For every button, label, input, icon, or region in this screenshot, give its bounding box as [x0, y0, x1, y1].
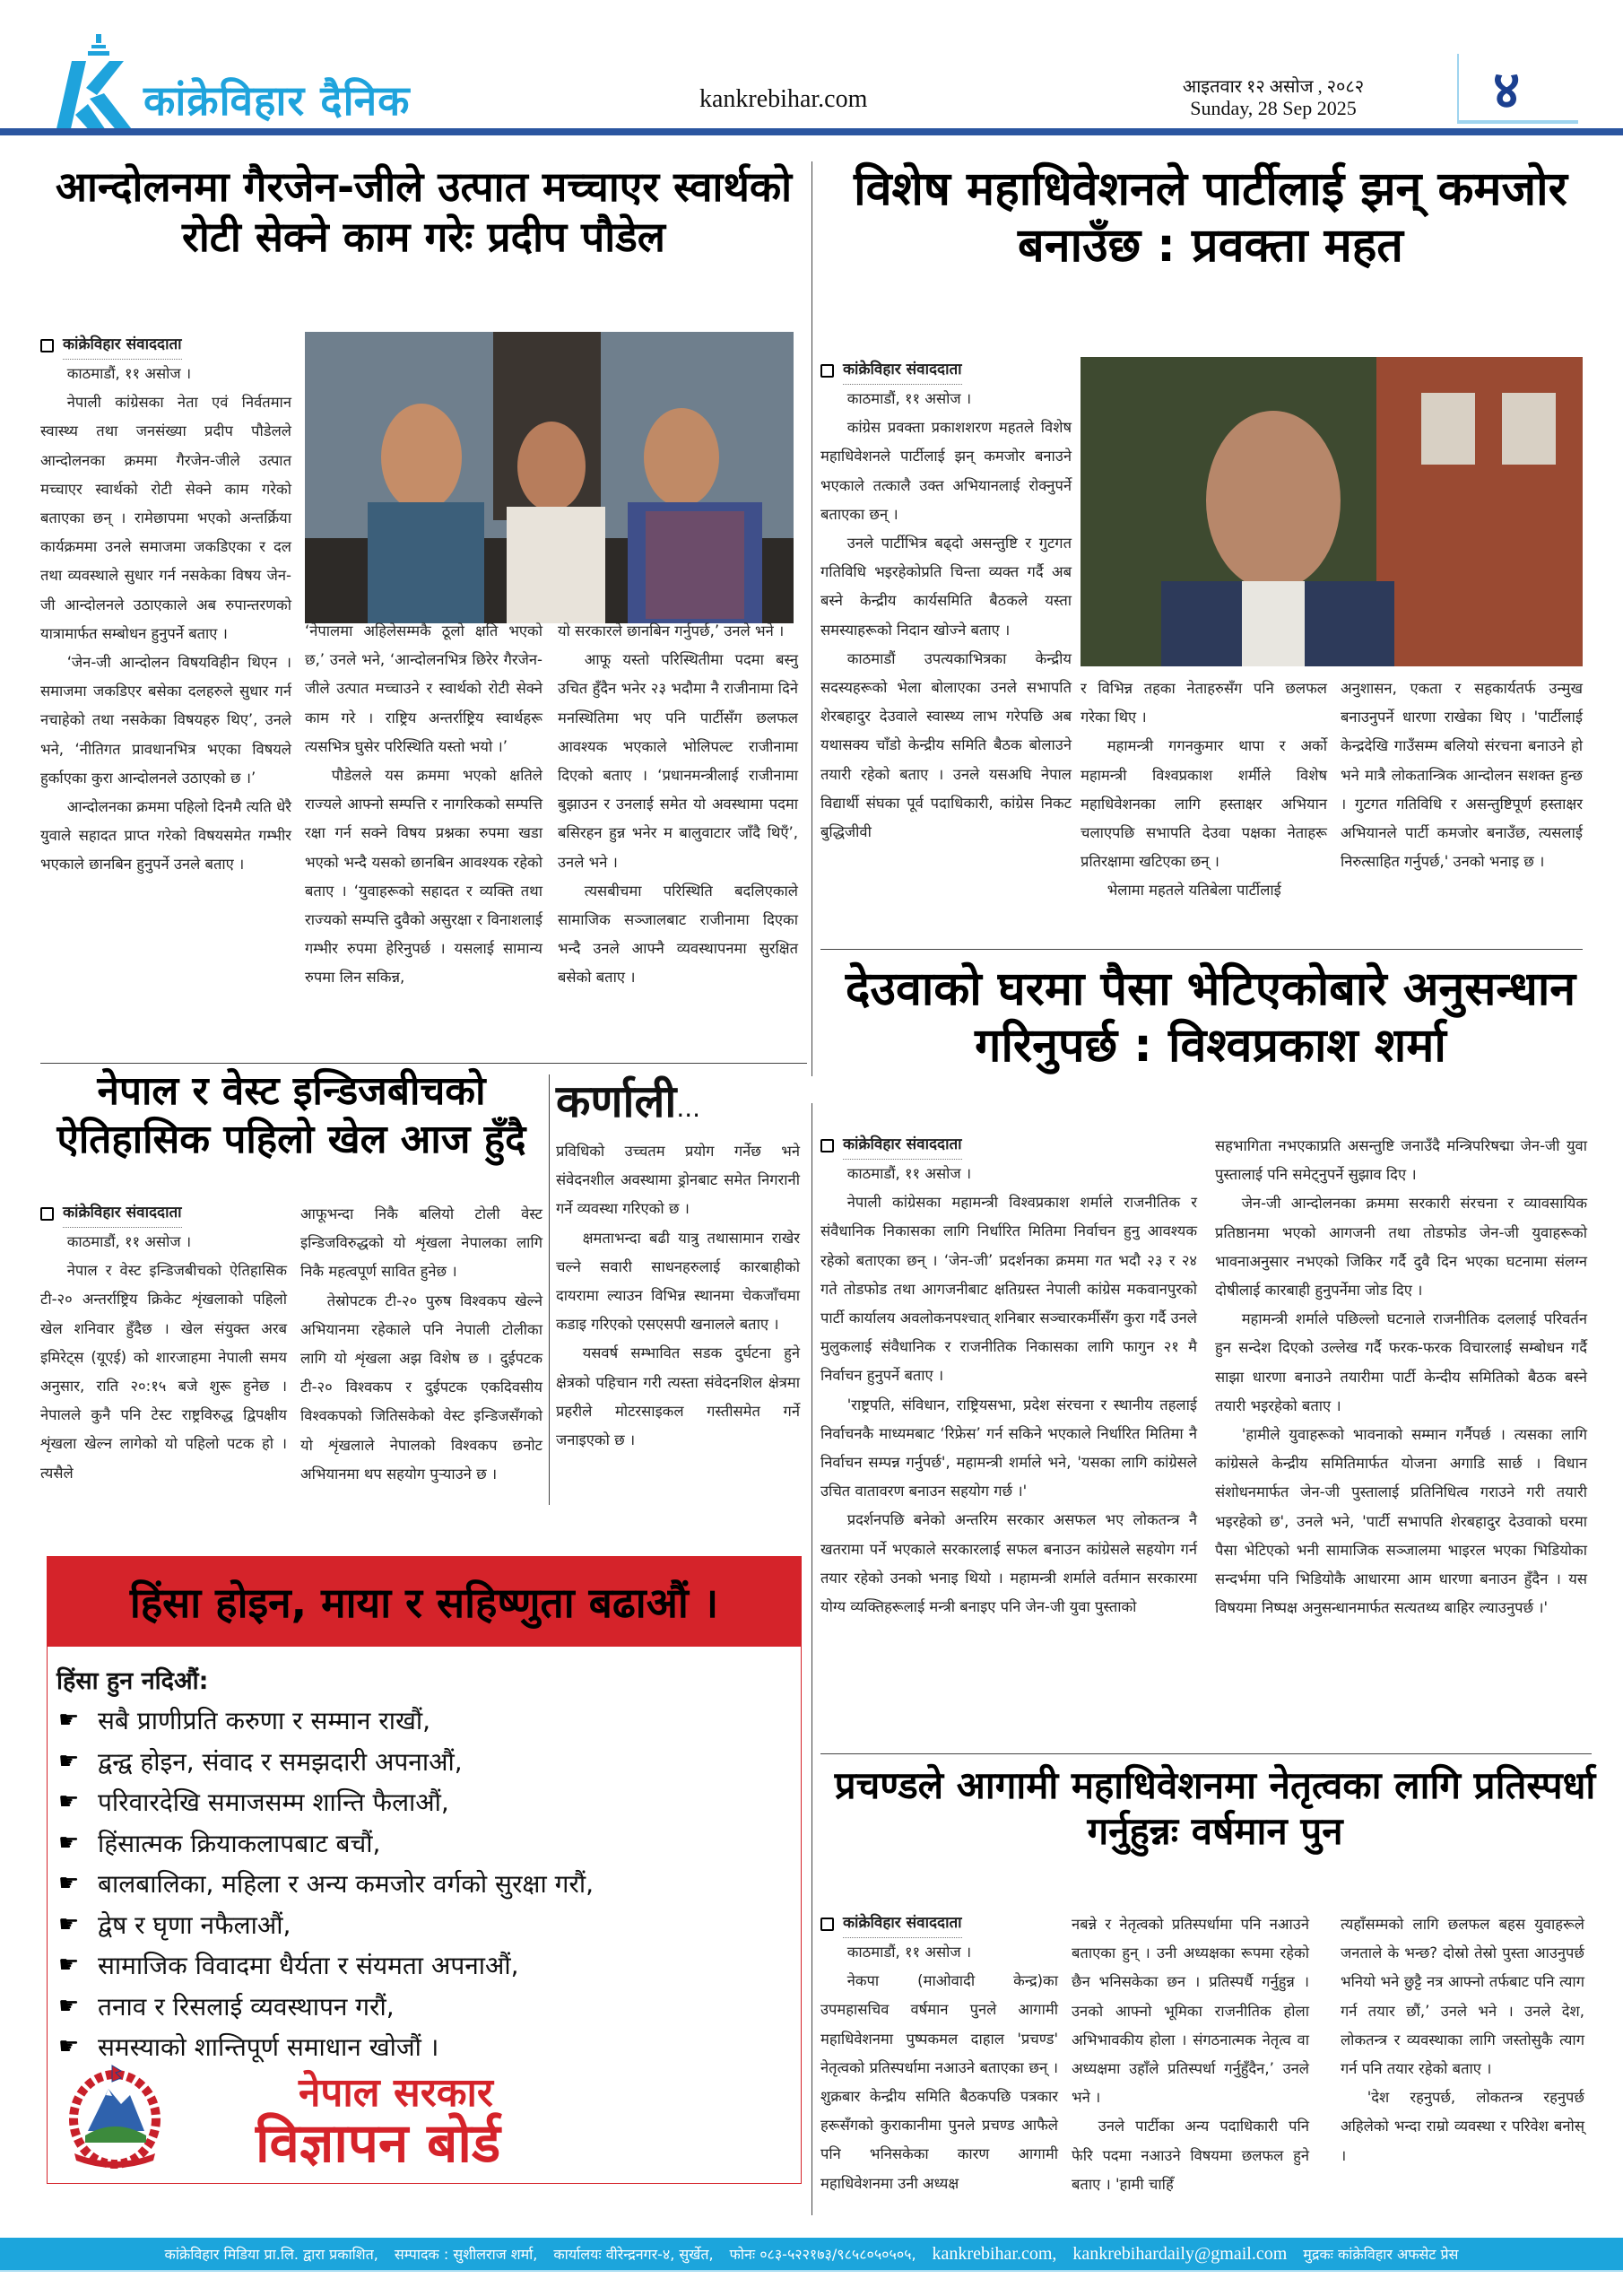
paragraph: भेलामा महतले यतिबेला पार्टीलाई — [1107, 882, 1281, 900]
masthead-rule — [0, 128, 1623, 135]
pointing-hand-icon: ☛ — [58, 2033, 80, 2060]
reporter-name: कांक्रेविहार संवाददाता — [63, 332, 182, 360]
byline — [820, 1910, 1058, 1938]
article-column — [40, 332, 291, 880]
sponsor-board: विज्ञापन बोर्ड — [256, 2112, 501, 2175]
dateline: काठमाडौं, ११ असोज । — [846, 390, 972, 407]
page-number: ४ — [1493, 59, 1521, 120]
section-divider — [820, 1753, 1592, 1754]
paragraph: उनले पार्टीका अन्य पदाधिकारी पनि फेरि पदमा नआउने विषयमा छलफल हुने बताए । 'हामी चाहिँ — [1072, 2118, 1309, 2193]
footer-office: कार्यालयः वीरेन्द्रनगर-४, सुर्खेत, — [553, 2246, 714, 2263]
paragraph: यो सरकारले छानबिन गर्नुपर्छ,’ उनले भने । — [558, 622, 785, 639]
newspaper-name: कांक्रेविहार दैनिक — [143, 76, 411, 125]
ad-list-item: ☛ हिंसात्मक क्रियाकलापबाट बचौं, — [58, 1823, 794, 1865]
footer-publisher: कांक्रेविहार मिडिया प्रा.लि. द्वारा प्रकाशित, — [164, 2246, 378, 2263]
byline — [40, 332, 291, 360]
paragraph: पौडेलले यस क्रममा भएको क्षतिले राज्यले आफ्नो सम्पत्ति र नागरिकको सम्पत्ति रक्षा गर्न सक्ने विषय प्रश्नका रुपमा खडा भएको भन्दै यसको छानबिन आवश्यक रहेको बताए । ‘युवाहरूको सहादत र व्यक्ति तथा राज्यको सम्पत्ति दुवैको असुरक्षा र विनाशलाई गम्भीर रुपमा हेरिनुपर्छ । यसलाई सामान्य रुपमा लिन सकिन्न, — [305, 767, 542, 987]
pointing-hand-icon: ☛ — [58, 1829, 80, 1857]
footer-editor: सम्पादक : सुशीलराज शर्मा, — [394, 2246, 538, 2263]
footer-phone: फोनः ०८३-५२२१७३/९८५८०५०५०५, — [729, 2246, 916, 2263]
paragraph: आन्दोलनका क्रममा पहिलो दिनमै त्यति धेरै युवाले सहादत प्राप्त गरेको विषयसमेत गम्भीर भएकाले छानबिन हुनुपर्ने उनले बताए । — [40, 798, 291, 874]
article-column — [1072, 1910, 1309, 2199]
reporter-name: कांक्रेविहार संवाददाता — [843, 1910, 962, 1938]
byline-box-icon — [40, 339, 54, 352]
headline-cricket[interactable]: नेपाल र वेस्ट इन्डिजबीचको ऐतिहासिक पहिलो खेल आज हुँदै — [56, 1068, 526, 1162]
byline — [820, 1132, 1197, 1160]
pointing-hand-icon: ☛ — [58, 1992, 80, 2020]
ad-headline: हिंसा होइन, माया र सहिष्णुता बढाऔं । — [48, 1557, 801, 1647]
footer-printer: मुद्रकः कांक्रेविहार अफसेट प्रेस — [1303, 2246, 1459, 2263]
ad-list-item: ☛ द्वेष र घृणा नफैलाऔं, — [58, 1905, 794, 1946]
article-column — [1081, 674, 1327, 906]
date-english: Sunday, 28 Sep 2025 — [1190, 97, 1357, 119]
paragraph: यसवर्ष सम्भावित सडक दुर्घटना हुने क्षेत्रको पहिचान गरी त्यस्ता संवेदनशिल क्षेत्रमा प्रहरीले मोटरसाइकल गस्तीसमेत गर्ने जनाइएको छ । — [556, 1344, 800, 1449]
portrait-photo-illustration — [1081, 357, 1583, 666]
section-divider — [820, 949, 1583, 950]
paragraph: ‘नेपालमा अहिलेसम्मकै ठूलो क्षति भएको छ,’ उनले भने, ‘आन्दोलनभित्र छिरेर गैरजेन-जीले उत्पात मच्चाउने र स्वार्थको रोटी सेक्ने काम गरे । राष्ट्रिय अन्तर्राष्ट्रिय स्वार्थहरू त्यसभित्र घुसेर परिस्थिति यस्तो भयो ।’ — [305, 622, 542, 755]
nepal-emblem-icon — [65, 2064, 164, 2171]
byline-box-icon — [40, 1207, 54, 1221]
paragraph: 'देश रहनुपर्छ, लोकतन्त्र रहनुपर्छ अहिलेको भन्दा राम्रो व्यवस्था र परिवेश बनोस् । — [1341, 2089, 1584, 2164]
pointing-hand-icon: ☛ — [58, 1870, 80, 1897]
article-column — [1215, 1132, 1587, 1622]
pointing-hand-icon: ☛ — [58, 1952, 80, 1979]
footer-email[interactable]: kankrebihardaily@gmail.com — [1072, 2243, 1288, 2264]
headline-sharma[interactable]: देउवाको घरमा पैसा भेटिएकोबारे अनुसन्धान गरिनुपर्छ : विश्वप्रकाश शर्मा — [845, 962, 1576, 1074]
paragraph: महामन्त्री शर्माले पछिल्लो घटनाले राजनीतिक दललाई परिवर्तन हुन सन्देश दिएको उल्लेख गर्दै फरक-फरक विचारलाई सम्बोधन गर्दै साझा धारणा बनाउने तयारीमा पार्टी केन्दीय समितिको बैठक बस्ने तयारी भइरहेको बताए । — [1215, 1310, 1587, 1414]
paragraph: जेन-जी आन्दोलनका क्रममा सरकारी संरचना र व्यावसायिक प्रतिष्ठानमा भएको आगजनी तथा तोडफोड जेन-जी युवाहरूको भावनाअनुसार नभएको जिकिर गर्दै दुवै दिन भएका घटनामा संलग्न दोषीलाई कारबाही हुनुपर्नेमा जोड दिए । — [1215, 1195, 1587, 1300]
article-column — [1341, 1910, 1584, 2170]
article-column — [820, 1132, 1197, 1622]
paragraph: 'हामीले युवाहरूको भावनाको सम्मान गर्नैपर्छ । त्यसका लागि कांग्रेसले केन्द्रीय समितिमार्फत योजना अगाडि सार्छ । विधान संशोधनमार्फत जेन-जी पुस्तालाई प्रतिनिधित्व गराउने गरी तयारी भइरहेको छ', उनले भने, 'पार्टी सभापति शेरबहादुर देउवाको घरमा पैसा भेटिएको भनी सामाजिक सञ्जालमा भाइरल भएका भिडियोका सन्दर्भमा पनि भिडियोकै आधारमा आम धारणा बनाउन हुँदैन । यस विषयमा निष्पक्ष अनुसन्धानमार्फत सत्यतथ्य बाहिर ल्याउनुपर्छ ।' — [1215, 1426, 1587, 1617]
ad-list-item: ☛ समस्याको शान्तिपूर्ण समाधान खोजौं । — [58, 2027, 794, 2068]
paragraph: नेपाली कांग्रेसका नेता एवं निर्वतमान स्वास्थ्य तथा जनसंख्या प्रदीप पौडेलले आन्दोलनका क्रममा गैरजेन-जीले उत्पात मच्चाएर स्वार्थको रोटी सेक्ने काम गरेको बताएका छन् । रामेछापमा भएको अन्तर्क्रिया कार्यक्रममा उनले समाजमा जकडिएका र दल तथा व्यवस्थाले सुधार गर्न नसकेका विषय जेन-जी आन्दोलनले उठाएकाले अब रुपान्तरणको यात्रामार्फत सम्बोधन हुनुपर्ने बताए । — [40, 394, 291, 642]
ad-subheading: हिंसा हुन नदिऔं: — [56, 1667, 209, 1695]
dateline: काठमाडौं, ११ असोज । — [846, 1944, 972, 1961]
sponsor-name: नेपाल सरकार — [299, 2070, 493, 2116]
paragraph: नबन्ने र नेतृत्वको प्रतिस्पर्धामा पनि नआउने बताएका हुन् । उनी अध्यक्षका रूपमा रहेको छैन भनिसकेका छन । प्रतिस्पर्धै गर्नुहुन्न । उनको आफ्नो भूमिका राजनीतिक होला अभिभावकीय होला । संगठनात्मक नेतृत्व वा अध्यक्षमा उहाँले प्रतिस्पर्धा गर्नुहुँदैन,’ उनले भने । — [1072, 1916, 1309, 2107]
paragraph: तेस्रोपटक टी-२० पुरुष विश्वकप खेल्ने अभियानमा रहेकाले पनि नेपाली टोलीका लागि यो शृंखला अझ विशेष छ । दुईपटक टी-२० विश्वकप र दुईपटक एकदिवसीय विश्वकपको जितिसकेको वेस्ट इन्डिजसँगको यो शृंखलाले नेपालको विश्वकप छनोट अभियानमा थप सहयोग पुऱ्याउने छ । — [300, 1292, 542, 1483]
newspaper-logo-icon — [54, 34, 143, 133]
imprint-footer — [0, 2238, 1623, 2272]
ad-list-item: ☛ तनाव र रिसलाई व्यवस्थापन गरौं, — [58, 1987, 794, 2028]
paragraph: उनले पार्टीभित्र बढ्दो असन्तुष्टि र गुटगत गतिविधि भइरहेकोप्रति चिन्ता व्यक्त गर्दै अब बस्ने केन्द्रीय कार्यसमिति बैठकले यस्ता समस्याहरूको निदान खोज्ने बताए । — [820, 535, 1072, 639]
pointing-hand-icon: ☛ — [58, 1788, 80, 1815]
photo-mahat — [1081, 357, 1583, 666]
footer-website[interactable]: kankrebihar.com, — [932, 2243, 1057, 2264]
dateline: काठमाडौं, ११ असोज । — [66, 1233, 192, 1250]
paragraph: प्रविधिको उच्चतम प्रयोग गर्नेछ भने संवेदनशील अवस्थामा ड्रोनबाट समेत निगरानी गर्ने व्यवस्था गरिएको छ । — [556, 1143, 800, 1218]
column-divider — [549, 1074, 550, 1505]
paragraph: सहभागिता नभएकाप्रति असन्तुष्टि जनाउँदै मन्त्रिपरिषद्मा जेन-जी युवा पुस्तालाई पनि समेट्नुपर्ने सुझाव दिए । — [1215, 1137, 1587, 1184]
ad-list — [58, 1700, 794, 2068]
meeting-photo-illustration — [305, 332, 794, 623]
paragraph: नेपाली कांग्रेसका महामन्त्री विश्वप्रकाश शर्माले राजनीतिक र संवैधानिक निकासका लागि निर्धारित मितिमा निर्वाचन हुनु आवश्यक रहेको बताएका छन् । ‘जेन-जी’ प्रदर्शनका क्रममा गत भदौ २३ र २४ गते तोडफोड तथा आगजनीबाट क्षतिग्रस्त नेपाली कांग्रेस मकवानपुरको पार्टी कार्यालय अवलोकनपश्चात् शनिबार सञ्चारकर्मीसँग कुरा गर्दै उनले मुलुकलाई संवैधानिक र राजनीतिक निकासका लागि फागुन २१ मै निर्वाचन हुनुपर्ने बताए । — [820, 1194, 1197, 1385]
reporter-name: कांक्रेविहार संवाददाता — [843, 1132, 962, 1160]
headline-karnali[interactable]: कर्णाली... — [556, 1075, 701, 1127]
reporter-name: कांक्रेविहार संवाददाता — [843, 357, 962, 385]
paragraph: र विभिन्न तहका नेताहरुसँग पनि छलफल गरेका थिए । — [1081, 680, 1327, 726]
date-nepali: आइतवार १२ असोज , २०८२ — [1182, 77, 1365, 97]
paragraph: आफू यस्तो परिस्थितीमा पदमा बस्नु उचित हुँदैन भनेर २३ भदौमा नै राजीनामा दिने मनस्थितिमा भए पनि पार्टीसँग छलफल आवश्यक भएकाले भोलिपल्ट राजीनामा दिएको बताए । ‘प्रधानमन्त्रीलाई राजीनामा बुझाउन र उनलाई समेत यो अवस्थामा पदमा बसिरहन हुन्न भनेर म बालुवाटार जाँदै थिएँ’, उनले भने । — [558, 651, 798, 871]
byline — [820, 357, 1072, 385]
pointing-hand-icon: ☛ — [58, 1747, 80, 1775]
paragraph: कांग्रेस प्रवक्ता प्रकाशशरण महतले विशेष महाधिवेशनले पार्टीलाई झन् कमजोर बनाउने भएकाले तत्कालै उक्त अभियानलाई रोक्नुपर्ने बताएका छन् । — [820, 419, 1072, 523]
byline-box-icon — [820, 1139, 834, 1152]
reporter-name: कांक्रेविहार संवाददाता — [63, 1200, 182, 1228]
byline-box-icon — [820, 364, 834, 378]
paragraph: नेपाल र वेस्ट इन्डिजबीचको ऐतिहासिक टी-२० अन्तर्राष्ट्रिय क्रिकेट शृंखलाको पहिलो खेल शनिवार हुँदैछ । खेल संयुक्त अरब इमिरेट्स (यूएई) को शारजाहमा नेपाली समय अनुसार, राति २०:१५ बजे शुरू हुनेछ । नेपालले कुनै पनि टेस्ट राष्ट्रविरुद्ध द्विपक्षीय शृंखला खेल्न लागेको यो पहिलो पटक हो । त्यसैले — [40, 1262, 287, 1482]
paragraph: 'राष्ट्रपति, संविधान, राष्ट्रियसभा, प्रदेश संरचना र स्थानीय तहलाई निर्वाचनकै माध्यमबाट ‘रिफ्रेस’ गर्न सकिने भएकाले निर्धारित मितिमा नै निर्वाचन सम्पन्न गर्नुपर्छ', महामन्त्री शर्माले भने, 'यसका लागि कांग्रेसले उचित वातावरण बनाउन सहयोग गर्छ ।' — [820, 1396, 1197, 1500]
article-column — [558, 617, 798, 993]
paragraph: त्यहाँसम्मको लागि छलफल बहस युवाहरूले जनताले के भन्छ? दोस्रो तेस्रो पुस्ता आउनुपर्छ भनियो भने छुट्टै नत्र आफ्नो तर्फबाट पनि त्याग गर्न तयार छौं,’ उनले भने । उनले देश, लोकतन्त्र र व्यवस्थाका लागि जस्तोसुकै त्याग गर्न पनि तयार रहेको बताए । — [1341, 1916, 1584, 2078]
dateline: काठमाडौं, ११ असोज । — [846, 1165, 972, 1182]
byline — [40, 1200, 287, 1228]
paragraph: काठमाडौं उपत्यकाभित्रका केन्द्रीय सदस्यहरूको भेला बोलाएका उनले सभापति शेरबहादुर देउवाले स्वास्थ्य लाभ गरेपछि अब यथासक्य चाँडो केन्द्रीय समिति बैठक बोलाउने तयारी रहेको बताए । उनले यसअघि नेपाल विद्यार्थी संघका पूर्व पदाधिकारी, कांग्रेस निकट बुद्धिजीवी — [820, 649, 1072, 841]
paragraph: महामन्त्री गगनकुमार थापा र अर्को महामन्त्री विश्वप्रकाश शर्मीले विशेष महाधिवेशनका लागि हस्ताक्षर अभियान चलाएपछि सभापति देउवा पक्षका नेताहरू प्रतिरक्षामा खटिएका छन् । — [1081, 737, 1327, 871]
pointing-hand-icon: ☛ — [58, 1910, 80, 1938]
photo-paudel-meeting — [305, 332, 794, 623]
ad-list-item: ☛ बालबालिका, महिला र अन्य कमजोर वर्गको सुरक्षा गरौं, — [58, 1864, 794, 1905]
ad-list-item: ☛ सबै प्राणीप्रति करुणा र सम्मान राखौं, — [58, 1700, 794, 1742]
headline-paudel[interactable]: आन्दोलनमा गैरजेन-जीले उत्पात मच्चाएर स्वार्थको रोटी सेक्ने काम गरेः प्रदीप पौडेल — [55, 162, 793, 262]
paragraph: ‘जेन-जी आन्दोलन विषयविहीन थिएन । समाजमा जकडिएर बसेका दलहरुले सुधार गर्न नचाहेको तथा नसकेका विषयहरु थिए’, उनले भने, ‘नीतिगत प्रावधानभित्र भएका विषयले हुर्काएका कुरा आन्दोलनले उठाएको छ ।’ — [40, 654, 291, 787]
article-column — [1341, 674, 1583, 876]
section-divider — [40, 1063, 807, 1064]
site-url[interactable]: kankrebihar.com — [699, 85, 868, 113]
ad-list-item: ☛ परिवारदेखि समाजसम्म शान्ति फैलाऔं, — [58, 1782, 794, 1823]
paragraph: अनुशासन, एकता र सहकार्यतर्फ उन्मुख बनाउनुपर्ने धारणा राखेका थिए । 'पार्टीलाई केन्द्रदेखि गाउँसम्म बलियो संरचना बनाउने हो भने मात्रै लोकतान्त्रिक आन्दोलन सशक्त हुन्छ । गुटगत गतिविधि र असन्तुष्टिपूर्ण हस्ताक्षर अभियानले पार्टी कमजोर बनाउँछ, त्यसलाई निरुत्साहित गर्नुपर्छ,' उनको भनाइ छ । — [1341, 680, 1583, 871]
headline-mahat[interactable]: विशेष महाधिवेशनले पार्टीलाई झन् कमजोर बनाउँछ : प्रवक्ता महत — [854, 162, 1567, 274]
article-column — [300, 1200, 542, 1489]
dateline: काठमाडौं, ११ असोज । — [66, 365, 192, 382]
masthead — [0, 0, 1623, 135]
paragraph: क्षमताभन्दा बढी यात्रु तथासामान राखेर चल्ने सवारी साधनहरुलाई कारबाहीको दायरामा ल्याउन विभिन्न स्थानमा चेकजाँचमा कडाइ गरिएको एसएसपी खनालले बताए । — [556, 1229, 800, 1334]
pointing-hand-icon: ☛ — [58, 1707, 80, 1734]
article-column — [556, 1137, 800, 1455]
ad-list-item: ☛ सामाजिक विवादमा धैर्यता र संयमता अपनाऔं, — [58, 1945, 794, 1987]
article-column — [820, 357, 1072, 847]
byline-box-icon — [820, 1918, 834, 1931]
paragraph: आफूभन्दा निकै बलियो टोली वेस्ट इन्डिजविरुद्धको यो शृंखला नेपालका लागि निकै महत्वपूर्ण सावित हुनेछ । — [300, 1205, 542, 1281]
article-column — [40, 1200, 287, 1488]
article-column — [305, 617, 542, 993]
paragraph: त्यसबीचमा परिस्थिति बदलिएकाले सामाजिक सञ्जालबाट राजीनामा दिएका भन्दै उनले आफ्नै व्यवस्थापनमा सुरक्षित बसेको बताए । — [558, 882, 798, 987]
headline-pun[interactable]: प्रचण्डले आगामी महाधिवेशनमा नेतृत्वका लागि प्रतिस्पर्धा गर्नुहुन्नः वर्षमान पुन — [834, 1763, 1596, 1854]
public-service-advertisement[interactable] — [47, 1556, 802, 2184]
article-column — [820, 1910, 1058, 2198]
paragraph: प्रदर्शनपछि बनेको अन्तरिम सरकार असफल भए लोकतन्त्र नै खतरामा पर्ने भएकाले सरकारलाई सफल बनाउन कांग्रेसले सहयोग गर्न तयार रहेको उनको भनाइ थियो । महामन्त्री शर्माले वर्तमान सरकारमा योग्य व्यक्तिहरूलाई मन्त्री बनाइए पनि जेन-जी युवा पुस्ताको — [820, 1511, 1197, 1616]
ad-list-item: ☛ द्वन्द्व होइन, संवाद र समझदारी अपनाऔं, — [58, 1742, 794, 1783]
paragraph: नेकपा (माओवादी केन्द्र)का उपमहासचिव वर्षमान पुनले आगामी महाधिवेशनमा पुष्पकमल दाहाल 'प्रचण्ड' नेतृत्वको प्रतिस्पर्धामा नआउने बताएका छन् । शुक्रबार केन्द्रीय समिति बैठकपछि पत्रकार हरूसँगको कुराकानीमा पुनले प्रचण्ड आफैले पनि भनिसकेका कारण आगामी महाधिवेशनमा उनी अध्यक्ष — [820, 1972, 1058, 2192]
